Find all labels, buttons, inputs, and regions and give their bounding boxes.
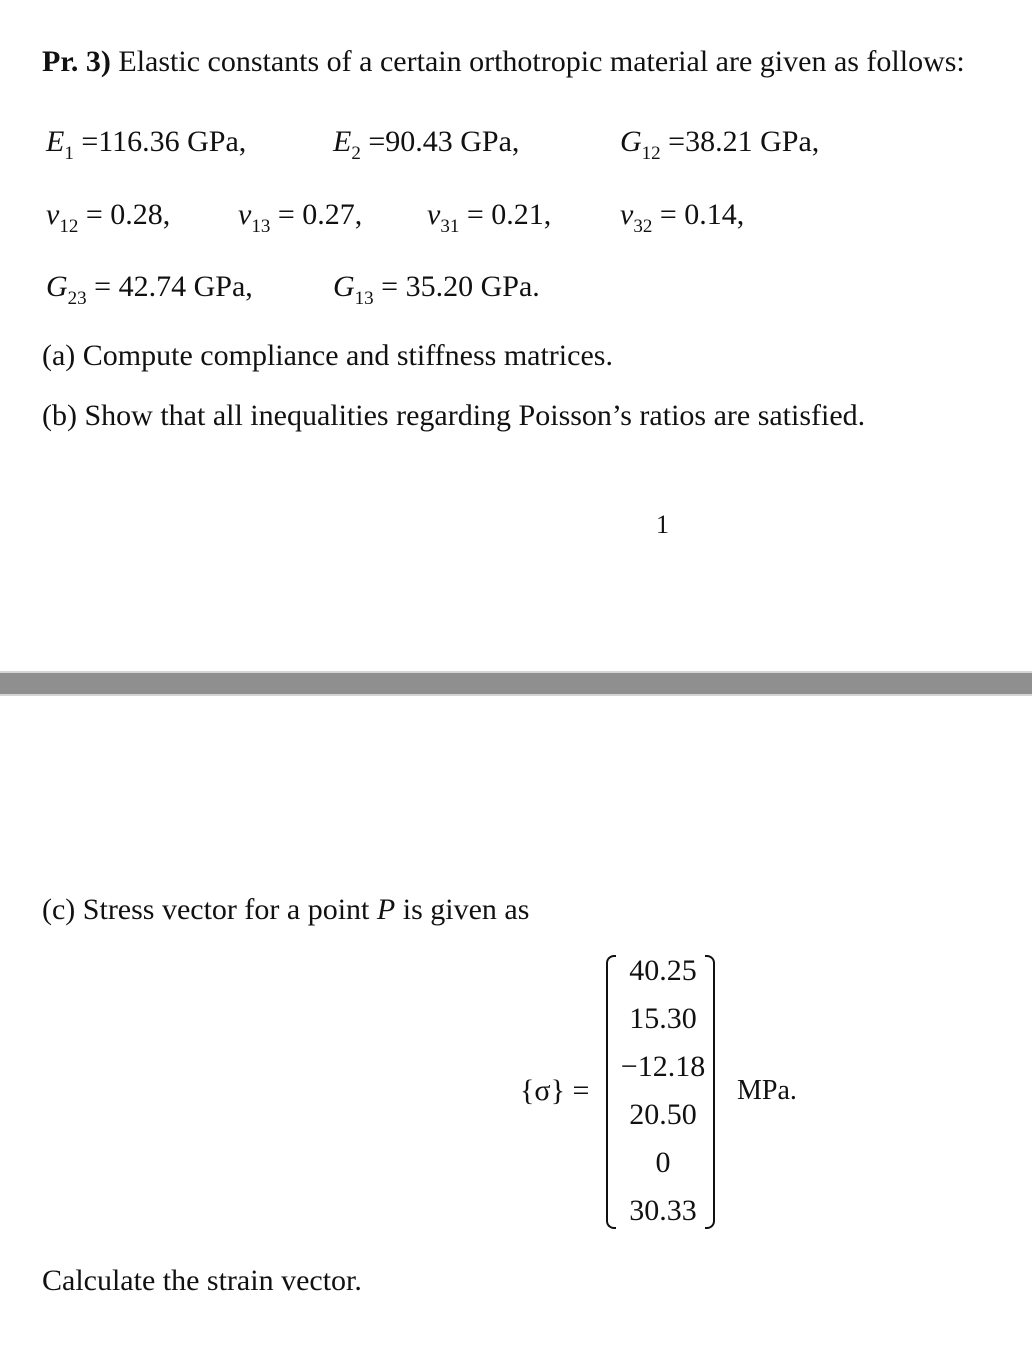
matrix-left-bracket (606, 955, 616, 1229)
part-c: (c) Stress vector for a point P is given as (42, 893, 530, 926)
constant-G13: $G_{13} = 35.20$ GPa. (333, 270, 540, 309)
stress-entry-1: 40.25 (629, 954, 697, 987)
constant-G12: $G_{12} =38.21$ GPa, (620, 125, 820, 164)
constant-nu13: $\nu_{13} = 0.27$, (238, 198, 363, 237)
constant-E2: $E_2 =90.43$ GPa, (333, 125, 520, 164)
page-divider (0, 671, 1032, 696)
part-b: (b) Show that all inequalities regarding Poisson’s ratios are satisfied. (42, 399, 866, 432)
constant-G23: $G_{23} = 42.74$ GPa, (46, 270, 253, 309)
stress-entry-4: 20.50 (629, 1098, 697, 1131)
problem-intro: Elastic constants of a certain orthotropic material are given as follows: (118, 45, 965, 78)
stress-entry-6: 30.33 (629, 1194, 697, 1227)
stress-entry-2: 15.30 (629, 1002, 697, 1035)
constant-nu32: $\nu_{32} = 0.14$, (620, 198, 745, 237)
stress-vector-lhs: {σ} = (520, 1074, 590, 1107)
problem-label: Pr. 3) (42, 45, 111, 78)
stress-entry-5: 0 (655, 1146, 671, 1179)
problem-heading (42, 44, 965, 80)
constant-nu31: $\nu_{31} = 0.21$, (427, 198, 552, 237)
point-label: P (376, 893, 396, 926)
stress-entry-3: −12.18 (620, 1050, 706, 1083)
closing-instruction: Calculate the strain vector. (42, 1264, 362, 1297)
constant-E1: $E_1 =116.36$ GPa, (46, 125, 247, 164)
matrix-right-bracket (705, 955, 715, 1229)
stress-unit: MPa. (737, 1075, 797, 1106)
page-number: 1 (656, 510, 669, 539)
constant-nu12: $\nu_{12} = 0.28$, (46, 198, 171, 237)
part-a: (a) Compute compliance and stiffness matrices. (42, 339, 613, 372)
